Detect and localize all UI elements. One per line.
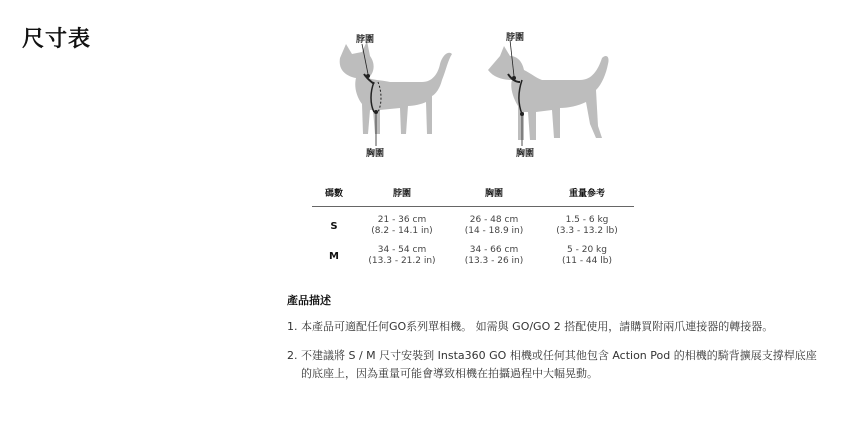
list-item-number: 2. bbox=[287, 349, 298, 362]
size-code: M bbox=[329, 250, 339, 262]
dog-neck-label: 脖圍 bbox=[506, 33, 525, 43]
table-header-row bbox=[312, 180, 634, 207]
page-title: 尺寸表 bbox=[22, 27, 92, 52]
dog-silhouette-icon bbox=[488, 40, 609, 146]
chest-cell bbox=[448, 240, 540, 270]
list-item bbox=[287, 318, 817, 336]
chest-cell bbox=[448, 207, 540, 241]
chest-cm: 34 - 66 cm bbox=[469, 245, 519, 255]
description-list bbox=[287, 318, 817, 394]
neck-cm: 34 - 54 cm bbox=[377, 245, 427, 255]
list-item-text: 不建議將 S / M 尺寸安裝到 Insta360 GO 相機或任何其他包含 Action Pod 的相機的騎背擴展支撐桿底座的底座上，因為重量可能會導致相機在拍攝過程中大幅晃動。 bbox=[301, 349, 817, 380]
list-item-number: 1. bbox=[287, 320, 298, 333]
size-figure bbox=[310, 30, 640, 160]
header-chest: 胸圍 bbox=[448, 180, 540, 207]
neck-in: (8.2 - 14.1 in) bbox=[371, 226, 433, 236]
table-row bbox=[312, 240, 634, 270]
weight-lb: (11 - 44 lb) bbox=[562, 256, 612, 266]
weight-cell bbox=[540, 207, 634, 241]
chest-in: (13.3 - 26 in) bbox=[464, 256, 524, 266]
cat-neck-label: 脖圍 bbox=[356, 35, 375, 45]
list-item bbox=[287, 347, 817, 383]
neck-cell bbox=[356, 240, 448, 270]
cat-silhouette-icon bbox=[340, 41, 452, 146]
chest-cm: 26 - 48 cm bbox=[469, 215, 519, 225]
weight-cell bbox=[540, 240, 634, 270]
chest-in: (14 - 18.9 in) bbox=[464, 226, 524, 236]
neck-cm: 21 - 36 cm bbox=[377, 215, 427, 225]
weight-lb: (3.3 - 13.2 lb) bbox=[556, 226, 618, 236]
weight-kg: 5 - 20 kg bbox=[567, 245, 607, 255]
list-item-text: 本產品可適配任何GO系列單相機。 如需與 GO/GO 2 搭配使用，請購買附兩爪連接器的轉接器。 bbox=[301, 320, 774, 333]
dog-chest-label: 胸圍 bbox=[516, 149, 535, 159]
header-size: 碼數 bbox=[312, 180, 356, 207]
description-heading: 產品描述 bbox=[287, 294, 331, 307]
header-neck: 脖圍 bbox=[356, 180, 448, 207]
neck-in: (13.3 - 21.2 in) bbox=[368, 256, 436, 266]
neck-cell bbox=[356, 207, 448, 241]
weight-kg: 1.5 - 6 kg bbox=[565, 215, 609, 225]
pet-measurement-illustration bbox=[310, 30, 640, 160]
header-weight: 重量參考 bbox=[540, 180, 634, 207]
size-table bbox=[312, 180, 634, 270]
cat-chest-label: 胸圍 bbox=[366, 149, 385, 159]
table-row bbox=[312, 207, 634, 241]
size-code: S bbox=[330, 220, 338, 232]
